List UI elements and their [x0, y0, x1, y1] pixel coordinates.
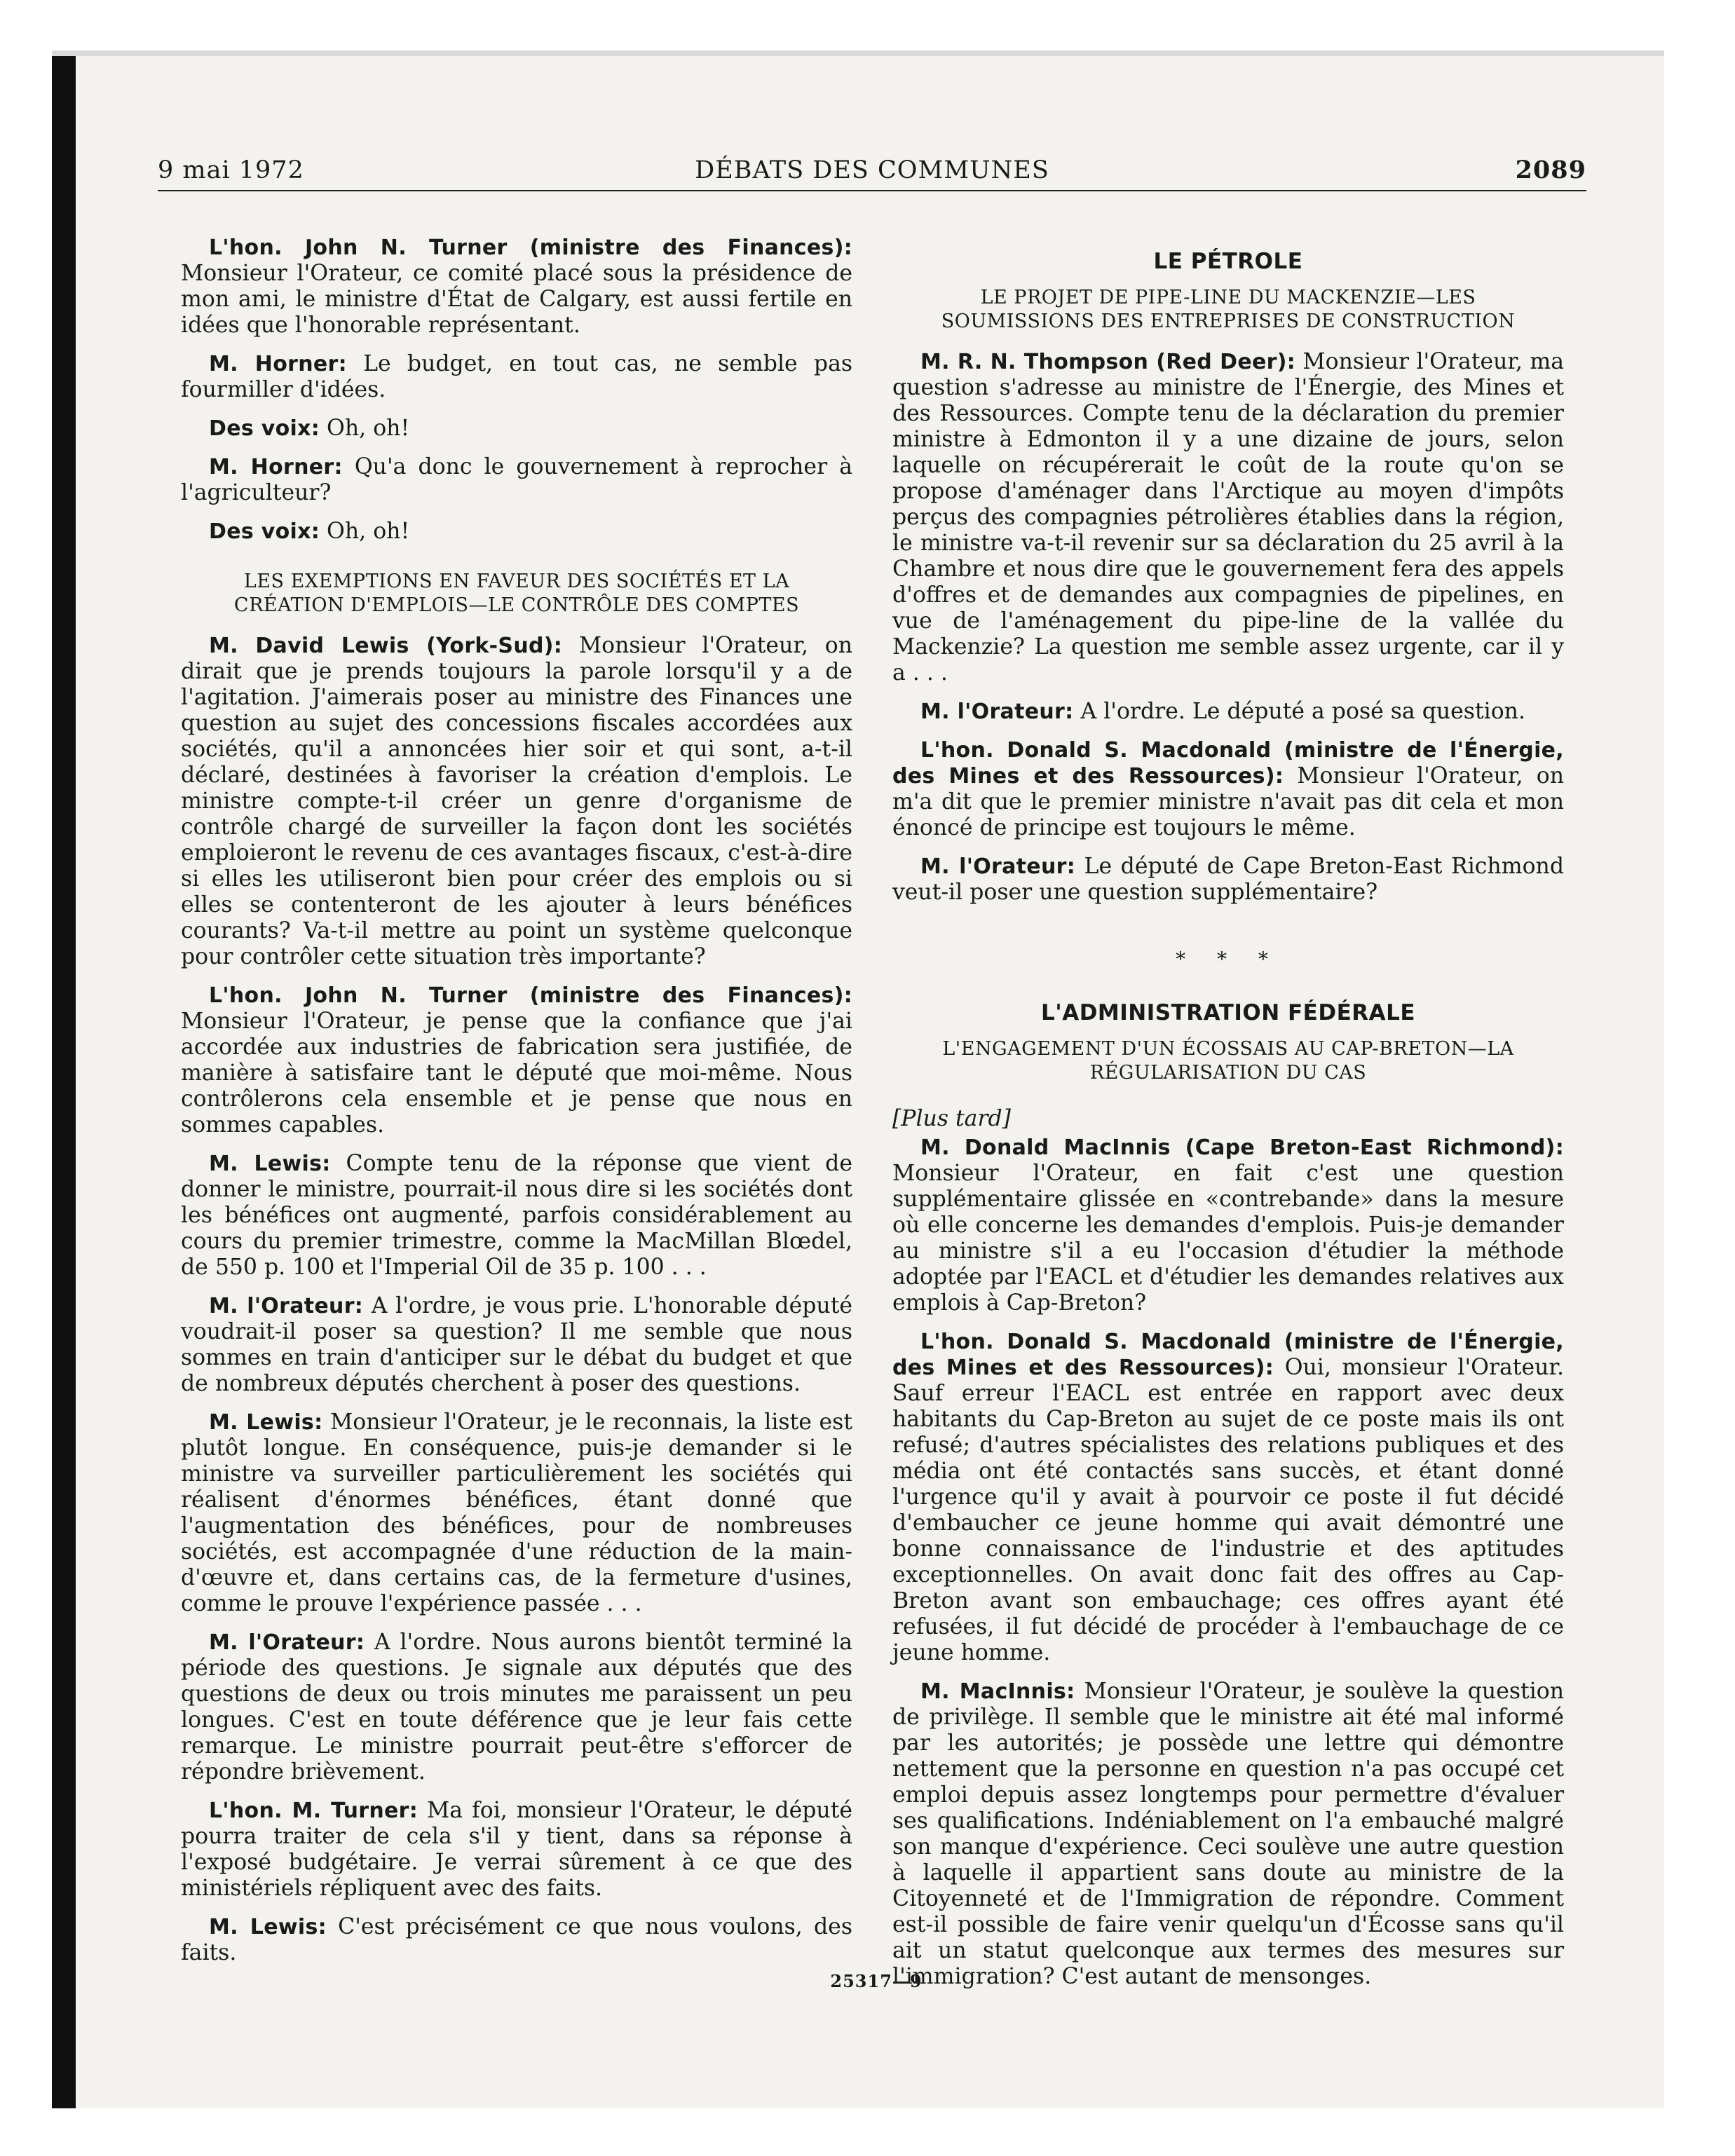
speaker-name: Des voix:: [209, 519, 320, 544]
paragraph: [181, 983, 852, 1138]
paragraph: [181, 1151, 852, 1281]
section-subhead: LE PROJET DE PIPE-LINE DU MACKENZIE—LES SOUMISSIONS DES ENTREPRISES DE CONSTRUCTION: [941, 287, 1516, 332]
paragraph: [181, 235, 852, 339]
speech-text: Monsieur l'Orateur, en fait c'est une question supplémentaire glissée en «contrebande» dans la mesure où elle concerne les demandes d'emplois. Puis-je demander au ministre s'il a eu l'occasion d'étudier la méthode adoptée par l'EACL et d'étudier les demandes relatives aux emplois à Cap-Breton?: [892, 1161, 1564, 1316]
header-page-number: 2089: [1515, 156, 1586, 184]
speech-text: Monsieur l'Orateur, ma question s'adresse au ministre de l'Énergie, des Mines et des Ressources. Compte tenu de la déclaration du premier ministre à Edmonton il y a une dizaine de jours, selon laquelle on récupérerait le coût de la route qu'on se propose d'aménager dans l'Arctique au moyen d'impôts perçus des compagnies pétrolières établies dans la région, le ministre va-t-il revenir sur sa déclaration du 25 avril à la Chambre et nous dire que le gouvernement fera des appels d'offres et de demandes aux compagnies de pipelines, en vue de l'aménagement du pipe-line de la vallée du Mackenzie? La question me semble assez urgente, car il y a . . .: [892, 349, 1565, 685]
speaker-name: Des voix:: [209, 416, 320, 441]
paragraph: [181, 1293, 852, 1397]
paragraph: [181, 1410, 852, 1617]
speech-text: Oui, monsieur l'Orateur. Sauf erreur l'EACL est entrée en rapport avec deux habitants du Cap-Breton au sujet de ce poste mais ils ont refusé; d'autres spécialistes des relations publiques et des média ont été contactés sans succès, et étant donné l'urgence qu'il y avait à pourvoir ce poste il fut décidé d'embaucher ce jeune homme qui avait démontré une bonne connaissance de l'industrie et des aptitudes exceptionnelles. On avait donc fait des offres au Cap-Breton avant son embauchage; ces offres ayant été refusées, il fut décidé de procéder à l'embauchage de ce jeune homme.: [892, 1355, 1564, 1665]
speech-text: A l'ordre, je vous prie. L'honorable député voudrait-il poser sa question? Il me semble que nous sommes en train d'anticiper sur le débat du budget et que de nombreux députés cherchent à poser des questions.: [181, 1293, 852, 1396]
paragraph: [181, 1798, 852, 1902]
speaker-name: L'hon. M. Turner:: [209, 1799, 419, 1823]
speaker-name: L'hon. John N. Turner (ministre des Finances):: [209, 236, 852, 260]
speech-text: Oh, oh!: [320, 416, 410, 441]
paragraph: [892, 349, 1564, 686]
paragraph: [181, 519, 852, 545]
time-note: [Plus tard]: [892, 1106, 1011, 1131]
paragraph: [892, 1135, 1564, 1316]
speaker-name: L'hon. Donald S. Macdonald (ministre de l'Énergie, des Mines et des Ressources):: [892, 738, 1564, 789]
paragraph: [181, 454, 852, 506]
speech-text: A l'ordre. Nous aurons bientôt terminé la période des questions. Je signale aux députés que des questions de deux ou trois minutes me paraissent un peu longues. C'est en toute déférence que je leur fais cette remarque. Le ministre pourrait peut-être s'efforcer de répondre brièvement.: [181, 1630, 852, 1785]
header-title: DÉBATS DES COMMUNES: [695, 156, 1049, 184]
speech-text: Monsieur l'Orateur, je pense que la confiance que j'ai accordée aux industries de fabrication sera justifiée, de manière à satisfaire tant le député que moi-même. Nous contrôlerons cela ensemble et je pense que nous en sommes capables.: [181, 1009, 852, 1138]
speaker-name: M. Lewis:: [209, 1410, 323, 1435]
speaker-name: M. Lewis:: [209, 1152, 331, 1176]
speaker-name: M. Horner:: [209, 352, 347, 376]
speaker-name: M. Horner:: [209, 455, 343, 479]
paragraph: [181, 1914, 852, 1966]
paragraph: [892, 1329, 1564, 1666]
speech-text: Monsieur l'Orateur, je le reconnais, la liste est plutôt longue. En conséquence, puis-je demander si le ministre va surveiller particulièrement les sociétés qui réalisent d'énormes bénéfices, étant donné que l'augmentation des bénéfices, pour de nombreuses sociétés, est accompagnée d'une réduction de la main-d'œuvre et, dans certains cas, de la fermeture d'usines, comme le prouve l'expérience passée . . .: [181, 1410, 852, 1616]
speaker-name: M. MacInnis:: [920, 1679, 1075, 1704]
speech-text: A l'ordre. Le député a posé sa question.: [1073, 699, 1525, 724]
speech-text: Le budget, en tout cas, ne semble pas fourmiller d'idées.: [181, 351, 853, 402]
speaker-name: M. l'Orateur:: [920, 854, 1075, 879]
running-head: [158, 151, 1586, 191]
paragraph: [892, 1679, 1564, 1990]
paragraph: [892, 737, 1564, 841]
left-column: [181, 235, 852, 1979]
paragraph: [181, 351, 852, 403]
scan-edge-top: [52, 50, 1664, 56]
speech-text: Monsieur l'Orateur, on dirait que je prends toujours la parole lorsqu'il y a de l'agitation. J'aimerais poser au ministre des Finances une question au sujet des concessions fiscales accordées aux sociétés, qu'il a annoncées hier soir et qui sont, a-t-il déclaré, destinées à favoriser la création d'emplois. Le ministre compte-t-il créer un genre d'organisme de contrôle chargé de surveiller la façon dont les sociétés emploieront le revenu de ces avantages fiscaux, c'est-à-dire si elles les utiliseront bien pour créer des emplois ou si elles se contenteront de les ajouter à leurs bénéfices courants? Va-t-il mettre au point un système quelconque pour contrôler cette situation très importante?: [181, 633, 852, 969]
speaker-name: M. David Lewis (York-Sud):: [209, 634, 563, 658]
section-title: LE PÉTROLE: [1153, 249, 1303, 274]
print-code: 25317—9: [830, 1971, 923, 1991]
speaker-name: M. l'Orateur:: [209, 1294, 364, 1318]
paragraph: [892, 854, 1564, 906]
right-column: [892, 235, 1564, 2003]
speech-text: Qu'a donc le gouvernement à reprocher à l'agriculteur?: [181, 454, 852, 505]
paragraph: [181, 633, 852, 970]
speaker-name: M. Lewis:: [209, 1915, 327, 1939]
header-date: 9 mai 1972: [158, 156, 304, 184]
speech-text: Ma foi, monsieur l'Orateur, le député pourra traiter de cela s'il y tient, dans sa réponse à l'exposé budgétaire. Je verrai sûrement à ce que des ministériels répliquent avec des faits.: [181, 1798, 852, 1901]
speaker-name: M. R. N. Thompson (Red Deer):: [920, 350, 1296, 374]
speaker-name: L'hon. John N. Turner (ministre des Finances):: [209, 983, 852, 1008]
speech-text: Compte tenu de la réponse que vient de donner le ministre, pourrait-il nous dire si les sociétés dont les bénéfices ont augmenté, parfois considérablement au cours du premier trimestre, comme la MacMillan Blœdel, de 550 p. 100 et l'Imperial Oil de 35 p. 100 . . .: [181, 1151, 852, 1280]
speech-text: Monsieur l'Orateur, ce comité placé sous la présidence de mon ami, le ministre d'État de Calgary, est aussi fertile en idées que l'honorable représentant.: [181, 261, 852, 338]
speaker-name: M. l'Orateur:: [920, 700, 1074, 724]
speaker-name: M. Donald MacInnis (Cape Breton-East Richmond):: [920, 1135, 1564, 1160]
paragraph: [181, 1630, 852, 1785]
speaker-name: L'hon. Donald S. Macdonald (ministre de l'Énergie, des Mines et des Ressources):: [892, 1330, 1564, 1380]
scan-edge-left: [52, 50, 76, 2108]
section-subhead: LES EXEMPTIONS EN FAVEUR DES SOCIÉTÉS ET LA CRÉATION D'EMPLOIS—LE CONTRÔLE DES COMPTES: [233, 571, 800, 616]
speaker-name: M. l'Orateur:: [209, 1630, 365, 1655]
paragraph: [892, 699, 1564, 725]
speech-text: C'est précisément ce que nous voulons, des faits.: [181, 1914, 852, 1965]
section-separator: * * *: [1176, 948, 1281, 971]
speech-text: Monsieur l'Orateur, on m'a dit que le premier ministre n'avait pas dit cela et mon énoncé de principe est toujours le même.: [892, 763, 1564, 840]
speech-text: Monsieur l'Orateur, je soulève la question de privilège. Il semble que le ministre ait été mal informé par les autorités; je possède une lettre qui démontre nettement que la personne en question n'a pas occupé cet emploi depuis assez longtemps pour permettre d'évaluer ses qualifications. Indéniablement on l'a embauché malgré son manque d'expérience. Ceci soulève une autre question à laquelle il appartient sans doute au ministre de la Citoyenneté et de l'Immigration de répondre. Comment est-il possible de faire venir quelqu'un d'Écosse sans qu'il ait un statut quelconque aux termes des mesures sur l'immigration? C'est autant de mensonges.: [892, 1679, 1564, 1989]
paragraph: [181, 416, 852, 442]
section-subhead: L'ENGAGEMENT D'UN ÉCOSSAIS AU CAP-BRETON—LA RÉGULARISATION DU CAS: [942, 1038, 1514, 1084]
speech-text: Le député de Cape Breton-East Richmond veut-il poser une question supplémentaire?: [892, 854, 1564, 905]
speech-text: Oh, oh!: [320, 519, 410, 544]
section-title: L'ADMINISTRATION FÉDÉRALE: [1040, 1000, 1416, 1025]
